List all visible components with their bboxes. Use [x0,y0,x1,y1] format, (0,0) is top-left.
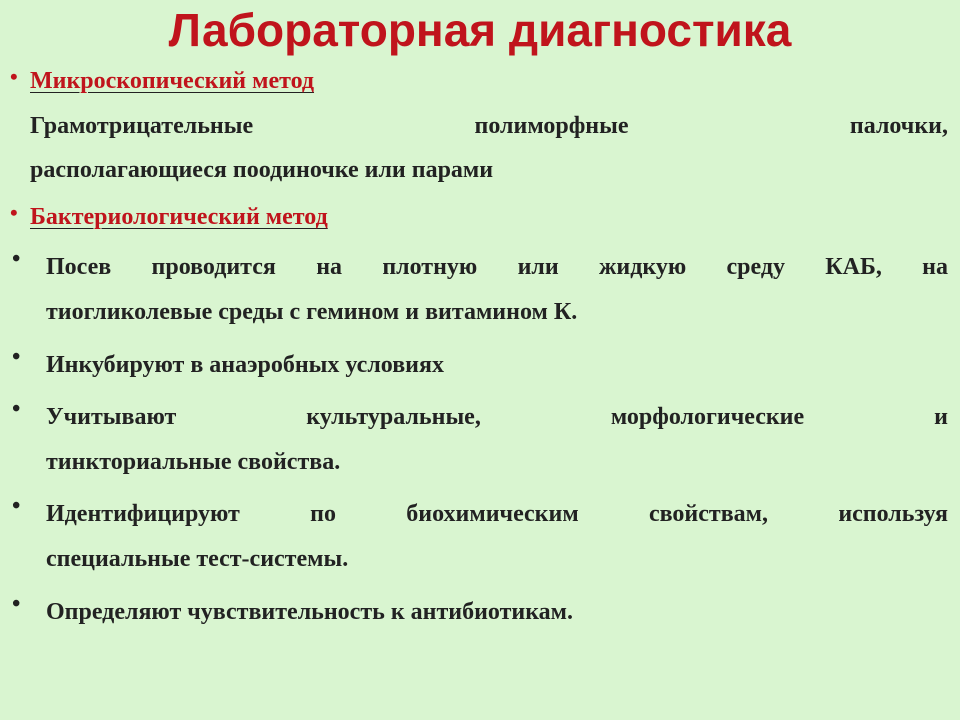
micro-description-line2: располагающиеся поодиночке или парами [30,157,494,183]
micro-method-heading: Микроскопический метод [30,68,315,94]
list-item-line2: специальные тест-системы. [46,546,349,572]
list-item-line2: тиогликолевые среды с гемином и витамином К. [46,299,578,325]
list-item-line1: Посев проводится на плотную или жидкую среду КАБ, на [46,254,948,280]
bullet-icon: • [12,493,21,519]
bullet-icon: • [12,396,21,422]
slide-title: Лабораторная диагностика [168,4,792,56]
list-item-line1: Инкубируют в анаэробных условиях [46,352,444,378]
bacterio-method-heading: Бактериологический метод [30,204,328,230]
list-item-line1: Учитывают культуральные, морфологические и [46,404,948,430]
bullet-icon: • [10,200,18,225]
list-item-line2: тинкториальные свойства. [46,449,341,475]
bullet-icon: • [10,64,18,89]
list-item-line1: Определяют чувствительность к антибиотикам. [46,599,574,625]
micro-description-line1: Грамотрицательные полиморфные палочки, [30,113,948,139]
list-item-line1: Идентифицируют по биохимическим свойствам, используя [46,501,948,527]
bullet-icon: • [12,591,21,617]
bullet-icon: • [12,246,21,272]
bullet-icon: • [12,344,21,370]
